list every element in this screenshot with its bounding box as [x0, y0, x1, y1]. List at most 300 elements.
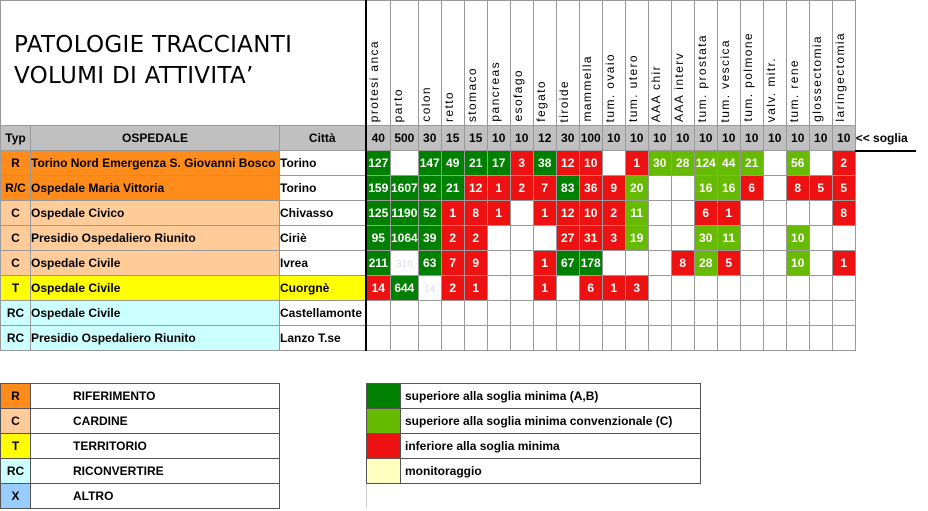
- hospital-name: Ospedale Civile: [31, 251, 280, 276]
- volume-value: 10: [791, 256, 805, 270]
- volume-cell: [694, 176, 717, 201]
- row-spacer: [855, 301, 916, 326]
- volume-cell: [391, 326, 419, 351]
- hospital-name: Ospedale Civico: [31, 201, 280, 226]
- volume-value: 21: [469, 156, 483, 170]
- volume-value: 20: [630, 181, 644, 195]
- city-name: Castellamonte: [280, 301, 366, 326]
- volume-cell: [510, 201, 533, 226]
- volume-cell: [671, 276, 694, 301]
- volume-cell: [366, 301, 391, 326]
- volume-cell: [694, 301, 717, 326]
- volume-cell: [625, 276, 648, 301]
- type-code: T: [1, 276, 31, 301]
- threshold-cell: 10: [648, 126, 671, 151]
- volume-value: 211: [368, 256, 388, 270]
- procedure-name: valv. mitr.: [763, 56, 778, 122]
- volume-cell: [366, 201, 391, 226]
- volume-cell: [579, 201, 602, 226]
- volume-cell: [510, 251, 533, 276]
- volume-value: 147: [419, 156, 440, 170]
- hospital-name: Torino Nord Emergenza S. Giovanni Bosco: [31, 151, 280, 176]
- volume-cell: [441, 276, 464, 301]
- volume-value: 1607: [391, 181, 418, 195]
- volume-cell: [533, 251, 556, 276]
- volume-value: 10: [584, 156, 598, 170]
- volume-cell: [579, 251, 602, 276]
- volume-cell: [533, 301, 556, 326]
- volume-cell: [786, 251, 809, 276]
- volume-value: 1064: [391, 231, 418, 245]
- volume-cell: [625, 151, 648, 176]
- legend-type-code: C: [1, 409, 31, 434]
- procedure-header: [832, 1, 855, 126]
- volume-value: 2: [518, 181, 526, 195]
- legend-color-label: superiore alla soglia minima (A,B): [401, 384, 701, 409]
- volume-cell: [464, 251, 487, 276]
- procedure-header: [694, 1, 717, 126]
- volume-value: 19: [630, 231, 644, 245]
- volume-cell: [694, 276, 717, 301]
- volume-value: 310: [396, 259, 413, 270]
- volume-cell: [418, 226, 441, 251]
- volume-cell: [694, 151, 717, 176]
- table-row: [1, 251, 917, 276]
- volume-cell: [740, 301, 763, 326]
- volume-cell: [418, 301, 441, 326]
- volume-cell: [832, 176, 855, 201]
- volume-cell: [763, 151, 786, 176]
- type-code: C: [1, 226, 31, 251]
- volume-cell: [717, 301, 740, 326]
- volume-value: 31: [584, 231, 598, 245]
- volume-cell: [602, 226, 625, 251]
- table-row: [1, 276, 917, 301]
- volume-cell: [648, 251, 671, 276]
- volume-cell: [441, 251, 464, 276]
- volume-cell: [533, 226, 556, 251]
- volume-cell: [717, 176, 740, 201]
- threshold-cell: 10: [510, 126, 533, 151]
- legend-type-row: [1, 459, 280, 484]
- table-row: [1, 326, 917, 351]
- volume-cell: [809, 176, 832, 201]
- volume-cell: [441, 226, 464, 251]
- type-code: R: [1, 151, 31, 176]
- threshold-cell: 30: [418, 126, 441, 151]
- volume-cell: [487, 151, 510, 176]
- volume-value: 1: [541, 206, 549, 220]
- title-line-1: PATOLOGIE TRACCIANTI: [14, 32, 293, 58]
- hospital-name: Presidio Ospedaliero Riunito: [31, 226, 280, 251]
- volume-cell: [648, 151, 671, 176]
- volume-cell: [602, 251, 625, 276]
- procedure-header: [366, 1, 391, 126]
- volume-cell: [717, 251, 740, 276]
- legend-type-row: [1, 409, 280, 434]
- volume-cell: [533, 276, 556, 301]
- procedure-name: tum. utero: [625, 53, 640, 122]
- procedure-name: colon: [418, 86, 433, 122]
- legend-color-row: [367, 384, 701, 409]
- volume-cell: [441, 326, 464, 351]
- title-line-2: VOLUMI DI ATTIVITA’: [14, 63, 254, 89]
- volume-cell: [671, 151, 694, 176]
- volume-value: 125: [368, 206, 389, 220]
- row-spacer: [855, 326, 916, 351]
- legend-empty: [367, 484, 701, 509]
- city-name: Ivrea: [280, 251, 366, 276]
- volume-cell: [625, 326, 648, 351]
- volume-value: 12: [561, 156, 575, 170]
- volume-cell: [809, 151, 832, 176]
- volume-cell: [487, 326, 510, 351]
- volume-cell: [391, 176, 419, 201]
- volume-cell: [625, 176, 648, 201]
- volume-cell: [464, 201, 487, 226]
- volume-value: 2: [472, 231, 480, 245]
- volume-value: 1: [610, 281, 618, 295]
- volume-value: 39: [423, 231, 437, 245]
- volume-value: 644: [394, 281, 415, 295]
- volume-cell: [366, 176, 391, 201]
- volume-cell: [366, 151, 391, 176]
- threshold-cell: 10: [694, 126, 717, 151]
- hospital-name: Ospedale Civile: [31, 276, 280, 301]
- volume-cell: [556, 251, 579, 276]
- procedure-header: [717, 1, 740, 126]
- procedure-header: [533, 1, 556, 126]
- volume-cell: [391, 226, 419, 251]
- volume-cell: [648, 226, 671, 251]
- volume-cell: [809, 251, 832, 276]
- volume-cell: [510, 276, 533, 301]
- procedure-header: [763, 1, 786, 126]
- legend-type-label: ALTRO: [31, 484, 280, 509]
- legend-swatch: [367, 459, 401, 484]
- volume-cell: [809, 226, 832, 251]
- volume-value: 67: [561, 256, 575, 270]
- volume-cell: [464, 326, 487, 351]
- volume-cell: [786, 151, 809, 176]
- volume-cell: [671, 226, 694, 251]
- threshold-cell: 10: [832, 126, 855, 151]
- procedure-name: tiroide: [556, 79, 571, 122]
- table-row: [1, 201, 917, 226]
- volume-cell: [441, 151, 464, 176]
- volume-cell: [740, 226, 763, 251]
- volume-cell: [625, 251, 648, 276]
- volume-cell: [487, 301, 510, 326]
- procedure-header: [625, 1, 648, 126]
- volume-cell: [579, 276, 602, 301]
- procedure-name: pancreas: [487, 61, 502, 122]
- volume-value: 28: [699, 256, 713, 270]
- city-name: Ciriè: [280, 226, 366, 251]
- volume-value: 2: [449, 281, 457, 295]
- volume-cell: [648, 201, 671, 226]
- volume-cell: [418, 326, 441, 351]
- legend-type-code: R: [1, 384, 31, 409]
- procedure-name: AAA interv: [671, 51, 686, 122]
- volume-value: 3: [518, 156, 526, 170]
- volume-cell: [763, 176, 786, 201]
- row-spacer: [855, 201, 916, 226]
- volume-value: 49: [446, 156, 460, 170]
- volume-cell: [533, 201, 556, 226]
- volume-value: 14: [371, 281, 385, 295]
- volume-cell: [464, 151, 487, 176]
- volume-cell: [717, 276, 740, 301]
- procedure-header: [809, 1, 832, 126]
- volume-value: 28: [676, 156, 690, 170]
- volume-value: 11: [630, 206, 644, 220]
- volume-value: 83: [561, 181, 575, 195]
- volume-cell: [740, 151, 763, 176]
- threshold-row: [1, 126, 917, 151]
- legend-type-code: X: [1, 484, 31, 509]
- volume-cell: [533, 151, 556, 176]
- procedure-header: [418, 1, 441, 126]
- volume-value: 6: [702, 206, 710, 220]
- volume-value: 21: [446, 181, 460, 195]
- volume-cell: [464, 301, 487, 326]
- type-legend: [0, 383, 280, 509]
- volume-cell: [763, 251, 786, 276]
- volume-value: 2: [610, 206, 618, 220]
- volume-cell: [602, 301, 625, 326]
- city-name: Lanzo T.se: [280, 326, 366, 351]
- volume-cell: [717, 151, 740, 176]
- volume-cell: [391, 151, 419, 176]
- volume-cell: [464, 276, 487, 301]
- volume-value: 9: [472, 256, 480, 270]
- volume-cell: [809, 301, 832, 326]
- volume-value: 8: [794, 181, 802, 195]
- volume-cell: [441, 201, 464, 226]
- typ-header: Typ: [1, 126, 31, 151]
- legend-swatch: [367, 409, 401, 434]
- volume-value: 5: [840, 181, 848, 195]
- volume-cell: [717, 326, 740, 351]
- volume-value: 5: [817, 181, 825, 195]
- volume-cell: [579, 176, 602, 201]
- legend-type-row: [1, 434, 280, 459]
- procedure-name: tum. polmone: [740, 32, 755, 122]
- volume-cell: [832, 301, 855, 326]
- volume-cell: [556, 326, 579, 351]
- volume-cell: [740, 201, 763, 226]
- volume-cell: [740, 276, 763, 301]
- volume-cell: [391, 276, 419, 301]
- volume-cell: [579, 226, 602, 251]
- volume-cell: [464, 176, 487, 201]
- legend-type-label: RIFERIMENTO: [31, 384, 280, 409]
- threshold-cell: 10: [786, 126, 809, 151]
- volume-cell: [786, 276, 809, 301]
- volume-cell: [786, 226, 809, 251]
- volume-cell: [694, 201, 717, 226]
- volume-cell: [763, 326, 786, 351]
- volume-cell: [648, 301, 671, 326]
- threshold-cell: 10: [763, 126, 786, 151]
- volume-cell: [556, 301, 579, 326]
- threshold-cell: 10: [487, 126, 510, 151]
- legend-color-row: [367, 434, 701, 459]
- volume-cell: [763, 201, 786, 226]
- legend-type-code: RC: [1, 459, 31, 484]
- volume-cell: [556, 151, 579, 176]
- volume-cell: [579, 301, 602, 326]
- procedure-name: parto: [391, 87, 405, 122]
- row-spacer: [855, 251, 916, 276]
- procedure-header: [510, 1, 533, 126]
- legend-type-label: RICONVERTIRE: [31, 459, 280, 484]
- volume-cell: [694, 226, 717, 251]
- volume-cell: [602, 151, 625, 176]
- volume-cell: [510, 226, 533, 251]
- volume-value: 12: [469, 181, 483, 195]
- volume-cell: [602, 326, 625, 351]
- volume-value: 3: [610, 231, 618, 245]
- volume-cell: [832, 251, 855, 276]
- legend-color-label: superiore alla soglia minima convenzionale (C): [401, 409, 701, 434]
- row-spacer: [855, 176, 916, 201]
- row-spacer: [855, 276, 916, 301]
- hospital-name: Ospedale Maria Vittoria: [31, 176, 280, 201]
- legend-color-label: inferiore alla soglia minima: [401, 434, 701, 459]
- volume-cell: [391, 201, 419, 226]
- volume-cell: [391, 251, 419, 276]
- volume-cell: [464, 226, 487, 251]
- procedure-header: [648, 1, 671, 126]
- volume-cell: [717, 226, 740, 251]
- volume-cell: [786, 201, 809, 226]
- threshold-cell: 12: [533, 126, 556, 151]
- volume-cell: [648, 176, 671, 201]
- procedure-name: mammella: [579, 55, 594, 122]
- volume-cell: [648, 326, 671, 351]
- volume-cell: [832, 201, 855, 226]
- volume-cell: [809, 276, 832, 301]
- volume-cell: [671, 251, 694, 276]
- row-spacer: [855, 151, 916, 176]
- volume-value: 36: [584, 181, 598, 195]
- procedure-name: AAA chir: [648, 64, 663, 122]
- volume-cell: [694, 251, 717, 276]
- volume-cell: [648, 276, 671, 301]
- legend-color-row: [367, 459, 701, 484]
- volume-value: 27: [561, 231, 575, 245]
- volume-value: 1190: [391, 206, 418, 220]
- type-code: C: [1, 251, 31, 276]
- volume-cell: [602, 176, 625, 201]
- volume-cell: [556, 176, 579, 201]
- volume-value: 8: [840, 206, 848, 220]
- volume-cell: [763, 301, 786, 326]
- procedure-name: tum. prostata: [694, 33, 709, 122]
- procedure-name: protesi anca: [366, 39, 381, 122]
- procedure-name: retto: [441, 90, 456, 122]
- volume-value: 52: [423, 206, 437, 220]
- volume-value: 1: [495, 206, 503, 220]
- volume-cell: [487, 226, 510, 251]
- volume-cell: [579, 151, 602, 176]
- volume-value: 1: [449, 206, 457, 220]
- procedure-header: [464, 1, 487, 126]
- volume-cell: [418, 176, 441, 201]
- volume-value: 6: [748, 181, 756, 195]
- threshold-cell: 10: [671, 126, 694, 151]
- volume-cell: [832, 276, 855, 301]
- procedure-name: tum. ovaio: [602, 52, 617, 122]
- volume-cell: [809, 201, 832, 226]
- volume-cell: [832, 226, 855, 251]
- volume-cell: [602, 276, 625, 301]
- city-name: Torino: [280, 176, 366, 201]
- volume-value: 95: [371, 231, 385, 245]
- hospital-name: Presidio Ospedaliero Riunito: [31, 326, 280, 351]
- volume-cell: [740, 251, 763, 276]
- volume-value: 2: [449, 231, 457, 245]
- volume-cell: [418, 251, 441, 276]
- volume-cell: [510, 326, 533, 351]
- procedure-name: stomaco: [464, 66, 479, 122]
- volume-cell: [366, 276, 391, 301]
- volume-cell: [533, 326, 556, 351]
- volume-cell: [786, 326, 809, 351]
- volume-value: 21: [745, 156, 759, 170]
- volume-cell: [366, 251, 391, 276]
- legend-color-label: monitoraggio: [401, 459, 701, 484]
- hospital-rows: [1, 151, 917, 351]
- volume-value: 9: [610, 181, 618, 195]
- table-row: [1, 301, 917, 326]
- volume-value: 12: [561, 206, 575, 220]
- procedure-header: [556, 1, 579, 126]
- volume-value: 30: [699, 231, 713, 245]
- city-name: Torino: [280, 151, 366, 176]
- volume-cell: [671, 326, 694, 351]
- volume-value: 1: [495, 181, 503, 195]
- hospital-header: OSPEDALE: [31, 126, 280, 151]
- legend-type-label: TERRITORIO: [31, 434, 280, 459]
- volume-cell: [717, 201, 740, 226]
- volume-value: 3: [633, 281, 641, 295]
- procedure-name: glossectomia: [809, 35, 824, 122]
- volume-value: 1: [541, 256, 549, 270]
- volume-value: 92: [423, 181, 437, 195]
- volume-cell: [740, 176, 763, 201]
- type-code: RC: [1, 326, 31, 351]
- volume-cell: [510, 176, 533, 201]
- volume-cell: [832, 326, 855, 351]
- row-spacer: [855, 226, 916, 251]
- volume-cell: [602, 201, 625, 226]
- volume-value: 44: [722, 156, 736, 170]
- volume-value: 14: [424, 284, 436, 295]
- procedure-name: esofago: [510, 69, 525, 122]
- volume-cell: [556, 276, 579, 301]
- procedure-header: [786, 1, 809, 126]
- procedure-name: tum. rene: [786, 58, 801, 122]
- volume-cell: [786, 176, 809, 201]
- volume-value: 1: [541, 281, 549, 295]
- threshold-cell: 100: [579, 126, 602, 151]
- type-code: C: [1, 201, 31, 226]
- volume-value: 63: [423, 256, 437, 270]
- volume-cell: [418, 151, 441, 176]
